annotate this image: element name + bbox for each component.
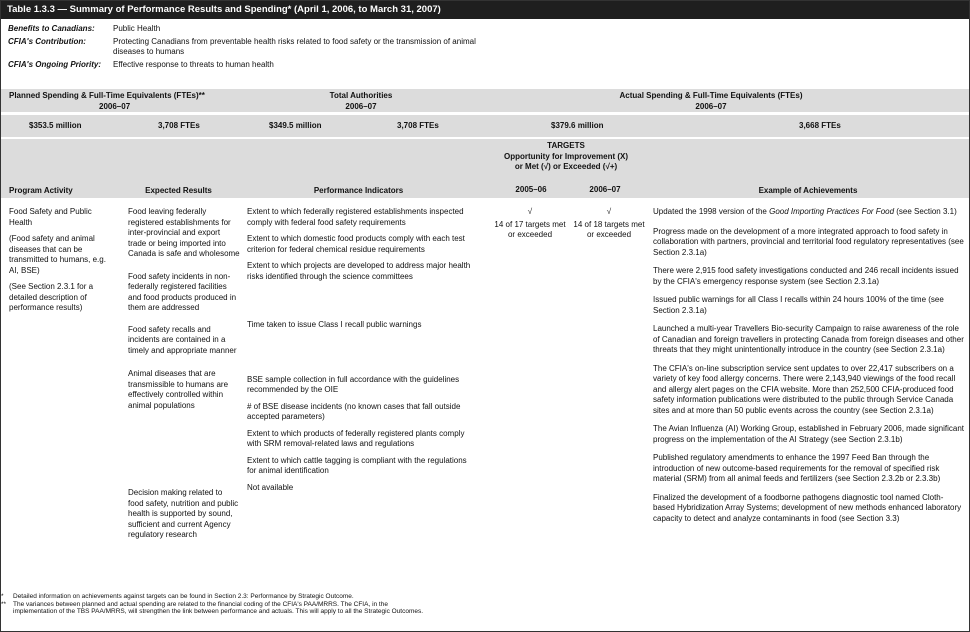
indicator: Not available [247, 482, 294, 492]
achievement-text: Updated the 1998 version of the [653, 207, 770, 216]
planned-ftes: 3,708 FTEs [158, 121, 200, 130]
footnote-mark: ** [1, 600, 7, 608]
indicators-cell [247, 207, 475, 493]
achievement: Issued public warnings for all Class I recalls within 24 hours 100% of the time (see Section 2.3.1a) [653, 295, 944, 315]
meta-label: Benefits to Canadians: [8, 24, 95, 33]
meta-row [8, 37, 969, 58]
footnote [1, 593, 431, 601]
indicator: Extent to which cattle tagging is compliant with the regulations for animal identification [247, 455, 467, 475]
meta-value: Protecting Canadians from preventable health risks related to food safety or the transmission of animal diseases to humans [113, 36, 476, 56]
target-2006-cell [569, 207, 649, 241]
expected-result: Animal diseases that are transmissible to humans are effectively controlled within animal populations [128, 369, 229, 410]
col-program-activity: Program Activity [9, 186, 73, 195]
achievement: Finalized the development of a foodborne pathogens diagnostic tool named Cloth-based Hybridization Array Systems; development of new methods enhanced laboratory capacity to detect and analyze contaminants in food (see Section 3.3) [653, 492, 962, 523]
program-activity-desc: (Food safety and animal diseases that can be transmitted to humans, e.g. AI, BSE) [9, 234, 106, 275]
expected-result: Food leaving federally registered establishments for inter-provincial and export trade or being imported into Canada is safe and wholesome [128, 207, 240, 258]
expected-results-cell [128, 207, 240, 541]
total-ftes: 3,708 FTEs [397, 121, 439, 130]
meta-value: Public Health [113, 24, 161, 33]
indicator: Extent to which domestic food products comply with each test criterion for federal chemical residue requirements [247, 234, 465, 254]
planned-amount: $353.5 million [29, 121, 82, 130]
check-icon: √ [606, 207, 612, 216]
col-2006: 2006–07 [589, 185, 621, 194]
achievement: Progress made on the development of a more integrated approach to food safety in collaboration with partners, provincial and territorial food regulatory representatives (see Section 2.3.1a) [653, 226, 964, 257]
col-expected-results: Expected Results [145, 186, 212, 195]
achievement [653, 207, 965, 218]
col-achievements: Example of Achievements [758, 186, 858, 195]
achievement-title: Good Importing Practices For Food [769, 207, 895, 216]
meta-label: CFIA's Contribution: [8, 36, 86, 46]
program-activity-ref: (See Section 2.3.1 for a detailed description of performance results) [9, 282, 94, 312]
footnote [1, 601, 431, 616]
actual-amount: $379.6 million [551, 121, 604, 130]
expected-result: Food safety incidents in non-federally registered facilities and food products produced in them are addressed [128, 271, 237, 312]
total-year: 2006–07 [345, 101, 377, 111]
meta-block [1, 19, 969, 70]
check-icon: √ [527, 207, 533, 216]
expected-result: Food safety recalls and incidents are contained in a timely and appropriate manner [128, 324, 237, 355]
targets-line: or Met (√) or Exceeded (√+) [514, 162, 618, 171]
total-amount: $349.5 million [269, 121, 322, 130]
indicator: BSE sample collection in full accordance with the guidelines recommended by the OIE [247, 374, 460, 394]
planned-header [9, 91, 269, 112]
footnote-text: Detailed information on achievements against targets can be found in Section 2.3: Performance by Strategic Outcome. [13, 593, 354, 600]
targets-line: Opportunity for Improvement (X) [504, 151, 628, 161]
indicator: Extent to which federally registered establishments inspected comply with federal food safety requirements [247, 207, 464, 227]
targets-header [491, 141, 641, 173]
achievements-cell [653, 207, 965, 524]
program-activity-cell [9, 207, 117, 314]
targets-line: TARGETS [547, 141, 585, 150]
indicator: # of BSE disease incidents (no known cases that fall outside accepted parameters) [247, 401, 461, 421]
total-header [291, 91, 431, 112]
actual-ftes: 3,668 FTEs [799, 121, 841, 130]
expected-result: Decision making related to food safety, nutrition and public health is supported by sound, sufficient and current Agency regulatory research [128, 488, 239, 539]
achievement: Launched a multi-year Travellers Bio-security Campaign to raise awareness of the role of Canadian and foreign travellers in protecting Canada from foreign diseases and other threats that they might unintentionally introduce in the country (see Section 2.3.1a) [653, 324, 964, 354]
meta-row [8, 60, 969, 71]
total-title: Total Authorities [329, 91, 393, 100]
indicator: Time taken to issue Class I recall public warnings [247, 320, 422, 329]
actual-year: 2006–07 [695, 101, 727, 111]
meta-value: Effective response to threats to human health [113, 59, 274, 69]
target-2005-cell [491, 207, 569, 241]
achievement: The CFIA's on-line subscription service sent updates to over 22,417 subscribers on a variety of key food allergy concerns. There were 2,143,940 viewings of the food recall and allergy alert pages on the CFIA website. More than 252,500 CFIA-produced food safety information publications were distributed to the public through Service Canada sites and at more than 50 public events across the country (see Section 2.3.1a) [653, 363, 956, 415]
actual-title: Actual Spending & Full-Time Equivalents (FTEs) [619, 91, 803, 100]
footnote-mark: * [1, 593, 4, 600]
table-title: Table 1.3.3 — Summary of Performance Results and Spending* (April 1, 2006, to March 31, 2007) [1, 1, 969, 19]
achievement: Published regulatory amendments to enhance the 1997 Feed Ban through the introduction of new outcome-based requirements for the removal of specified risk material (SRM) from all animal feeds and fertilizers (see Section 2.3.2b or 2.3.3b) [653, 453, 941, 483]
program-activity-name: Food Safety and Public Health [9, 207, 92, 227]
achievement: There were 2,915 food safety investigations conducted and 246 recall incidents issued by the CFIA's emergency response system (see Section 2.3.1a) [653, 266, 959, 286]
col-performance-indicators: Performance Indicators [313, 186, 404, 195]
planned-title: Planned Spending & Full-Time Equivalents (FTEs)** [9, 91, 205, 100]
indicator: Extent to which products of federally registered plants comply with SRM removal-related laws and regulations [247, 428, 465, 448]
footnotes [1, 593, 431, 616]
target-2006-text: 14 of 18 targets met or exceeded [573, 219, 645, 239]
footnote-text: The variances between planned and actual spending are related to the financial coding of the CFIA's PAA/MRRS. The CFIA, in the implementation of the TBS PAA/MRRS, will strengthen the link between performance and actuals. This will apply to all the Strategic Outcomes. [13, 600, 424, 615]
actual-header [561, 91, 861, 112]
planned-year: 2006–07 [99, 101, 131, 111]
col-2005: 2005–06 [515, 185, 547, 194]
indicator: Extent to which projects are developed to address major health risks identified through the science committees [247, 261, 471, 281]
achievement-text: (see Section 3.1) [894, 207, 957, 216]
achievement: The Avian Influenza (AI) Working Group, established in February 2006, made significant progress on the implementation of the AI Strategy (see Section 2.3.1b) [653, 424, 964, 444]
target-2005-text: 14 of 17 targets met or exceeded [494, 219, 566, 239]
meta-label: CFIA's Ongoing Priority: [8, 59, 102, 69]
meta-row [8, 24, 969, 35]
